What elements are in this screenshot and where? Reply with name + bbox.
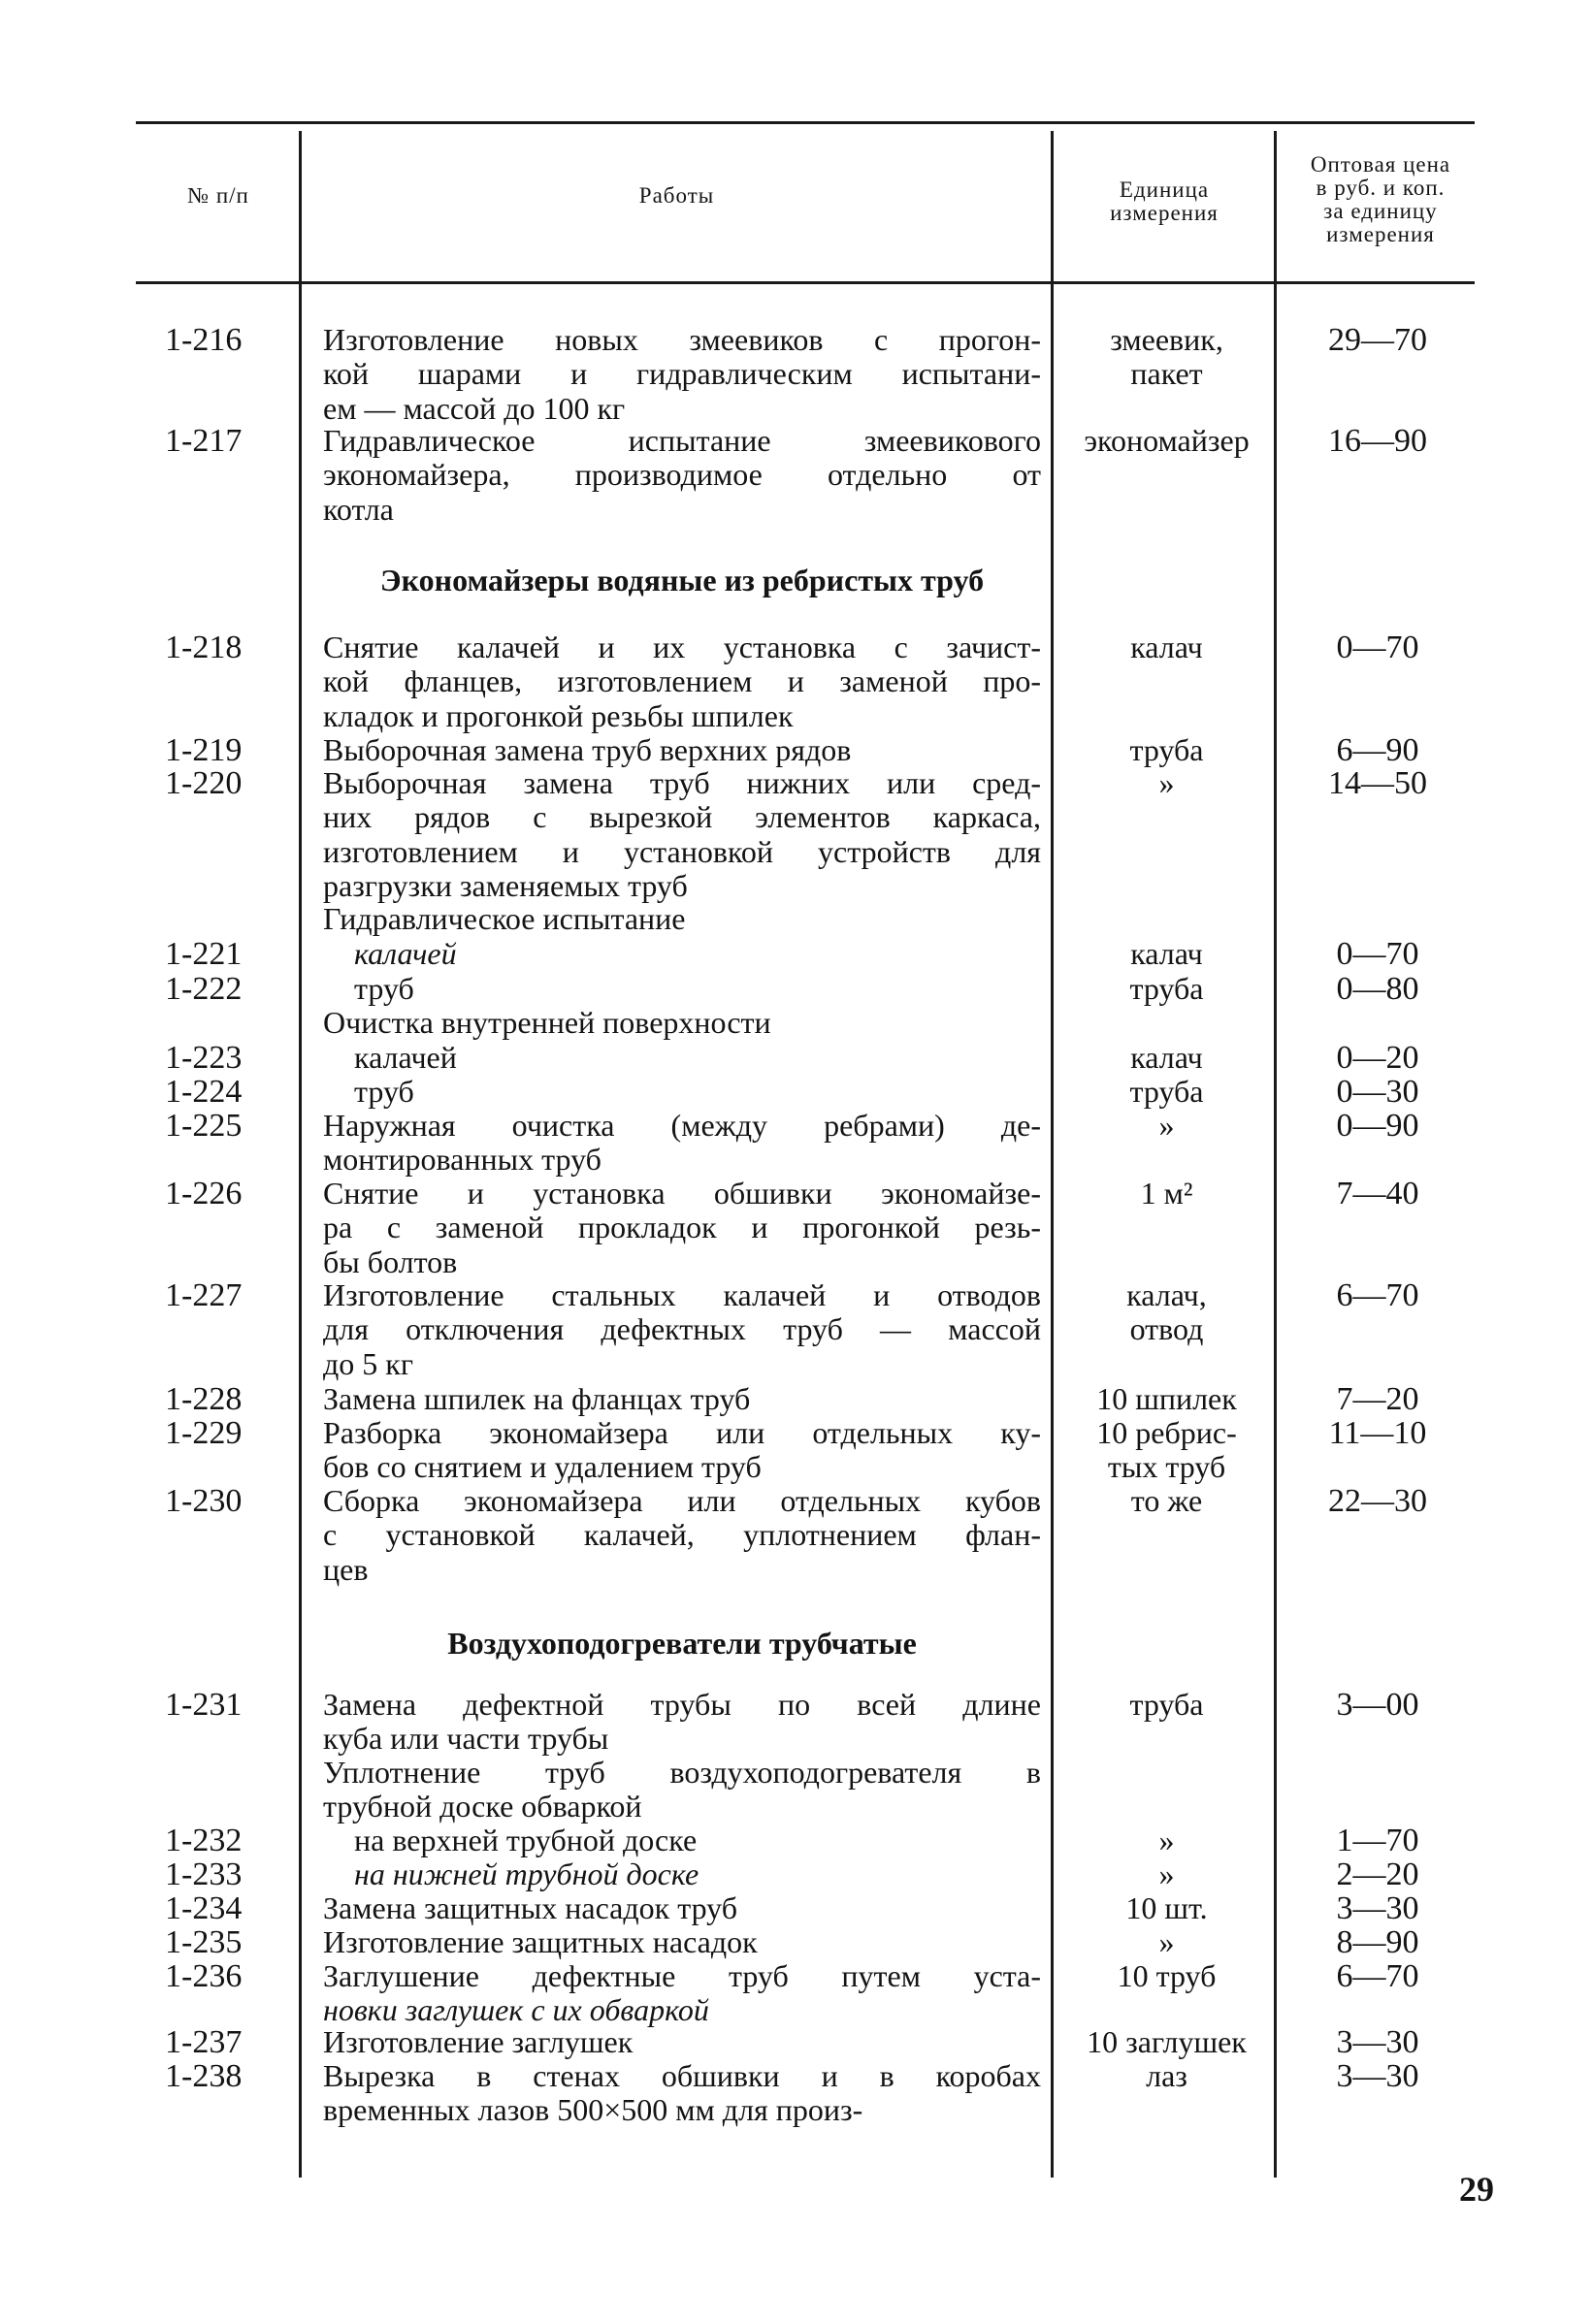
row-work-description xyxy=(323,630,1041,733)
row-work-description xyxy=(323,972,1041,1006)
work-line: труб xyxy=(354,1074,414,1109)
row-unit xyxy=(1057,1177,1276,1210)
unit-line: » xyxy=(1158,1924,1175,1959)
unit-line: » xyxy=(1158,1856,1175,1891)
row-price: 0—70 xyxy=(1336,629,1419,665)
row-unit xyxy=(1057,972,1276,1006)
work-line: временных лазов 500×500 мм для произ- xyxy=(323,2092,863,2128)
work-line: с установкой калачей, уплотнением флан- xyxy=(323,1517,1041,1553)
row-work-description xyxy=(323,1041,1041,1075)
row-price: 29—70 xyxy=(1328,322,1427,358)
work-line: Изготовление новых змеевиков с прогон- xyxy=(323,322,1041,357)
unit-line: лаз xyxy=(1146,2058,1187,2093)
work-line: Изготовление защитных насадок xyxy=(323,1924,758,1959)
row-work-description xyxy=(323,2025,1041,2059)
work-line: на нижней трубной доске xyxy=(354,1856,699,1891)
row-price: 7—20 xyxy=(1336,1381,1419,1417)
work-line: Заглушение дефектные труб путем уста- xyxy=(323,1958,1041,1993)
row-work-description xyxy=(323,1756,1041,1824)
row-work-description xyxy=(323,424,1041,527)
row-unit xyxy=(1057,1857,1276,1891)
work-line: труб xyxy=(354,971,414,1006)
row-number: 1-233 xyxy=(165,1856,243,1892)
row-work-description xyxy=(323,1857,1041,1891)
row-number: 1-235 xyxy=(165,1924,243,1960)
row-work-description xyxy=(323,1925,1041,1959)
row-price: 6—90 xyxy=(1336,732,1419,768)
row-number: 1-238 xyxy=(165,2058,243,2094)
work-line: Гидравлическое испытание змеевикового xyxy=(323,423,1041,458)
row-number: 1-231 xyxy=(165,1687,243,1723)
row-number: 1-226 xyxy=(165,1176,243,1211)
work-line: ра с заменой прокладок и прогонкой резь- xyxy=(323,1210,1041,1245)
work-line: Сборка экономайзера или отдельных кубов xyxy=(323,1483,1041,1518)
unit-line: 10 труб xyxy=(1117,1958,1217,1993)
work-line: Выборочная замена труб нижних или сред- xyxy=(323,765,1041,800)
work-line: Снятие калачей и их установка с зачист- xyxy=(323,629,1041,664)
row-number: 1-236 xyxy=(165,1958,243,1994)
unit-line: труба xyxy=(1129,1074,1204,1109)
row-work-description xyxy=(323,1075,1041,1109)
row-work-description xyxy=(323,766,1041,904)
row-work-description xyxy=(323,1688,1041,1757)
work-line: Выборочная замена труб верхних рядов xyxy=(323,732,852,767)
row-number: 1-216 xyxy=(165,322,243,358)
unit-line: 1 м² xyxy=(1140,1176,1193,1210)
unit-line: калач xyxy=(1130,1040,1203,1075)
row-price: 2—20 xyxy=(1336,1856,1419,1892)
unit-line: тых труб xyxy=(1107,1449,1226,1485)
work-line: Гидравлическое испытание xyxy=(323,901,686,936)
work-line: Уплотнение труб воздухоподогревателя в xyxy=(323,1755,1041,1790)
row-price: 6—70 xyxy=(1336,1958,1419,1994)
row-number: 1-223 xyxy=(165,1040,243,1076)
row-price: 8—90 xyxy=(1336,1924,1419,1960)
work-line: кой шарами и гидравлическим испытани- xyxy=(323,356,1041,392)
column-divider-1 xyxy=(299,131,302,2178)
unit-line: » xyxy=(1158,765,1175,800)
row-price: 0—20 xyxy=(1336,1040,1419,1076)
row-price: 16—90 xyxy=(1328,423,1427,459)
row-number: 1-218 xyxy=(165,629,243,665)
unit-line: труба xyxy=(1129,971,1204,1006)
work-line: кладок и прогонкой резьбы шпилек xyxy=(323,697,794,733)
work-line: Наружная очистка (между ребрами) де- xyxy=(323,1108,1041,1143)
work-line: котла xyxy=(323,491,394,527)
work-line: бы болтов xyxy=(323,1243,458,1279)
row-unit xyxy=(1057,424,1276,458)
row-number: 1-232 xyxy=(165,1823,243,1858)
work-line: Изготовление заглушек xyxy=(323,2024,634,2059)
row-work-description xyxy=(323,1109,1041,1178)
row-work-description xyxy=(323,323,1041,426)
unit-line: » xyxy=(1158,1108,1175,1143)
row-work-description xyxy=(323,1006,1041,1040)
row-number: 1-222 xyxy=(165,971,243,1007)
row-number: 1-220 xyxy=(165,765,243,801)
row-work-description xyxy=(323,1824,1041,1857)
row-number: 1-224 xyxy=(165,1074,243,1110)
row-price: 3—00 xyxy=(1336,1687,1419,1723)
work-line: экономайзера, производимое отдельно от xyxy=(323,457,1041,493)
row-price: 0—30 xyxy=(1336,1074,1419,1110)
unit-line: 10 шт. xyxy=(1125,1890,1208,1925)
header-unit: Единица измерения xyxy=(1110,178,1219,225)
row-price: 0—90 xyxy=(1336,1108,1419,1144)
table-top-rule xyxy=(136,121,1475,124)
row-unit xyxy=(1057,937,1276,971)
row-work-description xyxy=(323,902,1041,936)
row-price: 14—50 xyxy=(1328,765,1427,801)
work-line: Замена защитных насадок труб xyxy=(323,1890,737,1925)
row-price: 3—30 xyxy=(1336,1890,1419,1926)
work-line: изготовлением и установкой устройств для xyxy=(323,833,1041,869)
page-number: 29 xyxy=(1459,2170,1494,2209)
row-price: 3—30 xyxy=(1336,2024,1419,2060)
row-unit xyxy=(1057,1688,1276,1722)
row-price: 0—70 xyxy=(1336,936,1419,972)
row-work-description xyxy=(323,1278,1041,1381)
column-divider-2 xyxy=(1051,131,1054,2178)
row-work-description xyxy=(323,1416,1041,1485)
row-unit xyxy=(1057,1925,1276,1959)
row-price: 1—70 xyxy=(1336,1823,1419,1858)
row-unit xyxy=(1057,630,1276,664)
row-unit xyxy=(1057,2059,1276,2093)
row-unit xyxy=(1057,2025,1276,2059)
row-price: 0—80 xyxy=(1336,971,1419,1007)
row-unit xyxy=(1057,1075,1276,1109)
work-line: кой фланцев, изготовлением и заменой про- xyxy=(323,663,1041,699)
row-unit xyxy=(1057,1484,1276,1518)
work-line: цев xyxy=(323,1551,369,1587)
work-line: для отключения дефектных труб — массой xyxy=(323,1311,1041,1347)
row-unit xyxy=(1057,1109,1276,1143)
work-line: Снятие и установка обшивки экономайзе- xyxy=(323,1176,1041,1210)
work-line: разгрузки заменяемых труб xyxy=(323,868,688,904)
row-price: 6—70 xyxy=(1336,1277,1419,1313)
work-line: калачей xyxy=(354,936,457,971)
work-line: Очистка внутренней поверхности xyxy=(323,1005,771,1040)
unit-line: 10 шпилек xyxy=(1096,1381,1237,1416)
row-number: 1-234 xyxy=(165,1890,243,1926)
row-work-description xyxy=(323,1891,1041,1925)
row-number: 1-227 xyxy=(165,1277,243,1313)
row-price: 7—40 xyxy=(1336,1176,1419,1211)
work-line: Замена дефектной трубы по всей длине xyxy=(323,1687,1041,1722)
section-heading-air-heaters: Воздухоподогреватели трубчатые xyxy=(447,1626,917,1661)
row-work-description xyxy=(323,1959,1041,2028)
row-unit xyxy=(1057,1041,1276,1075)
unit-line: калач, xyxy=(1126,1277,1207,1312)
header-number: № п/п xyxy=(187,183,249,208)
work-line: калачей xyxy=(354,1040,457,1075)
row-unit xyxy=(1057,1382,1276,1416)
row-number: 1-228 xyxy=(165,1381,243,1417)
row-work-description xyxy=(323,733,1041,767)
unit-line: то же xyxy=(1130,1483,1203,1518)
unit-line: змеевик, xyxy=(1110,322,1223,357)
row-work-description xyxy=(323,2059,1041,2128)
row-price: 11—10 xyxy=(1328,1415,1427,1451)
row-work-description xyxy=(323,1382,1041,1416)
work-line: Вырезка в стенах обшивки и в коробах xyxy=(323,2058,1041,2093)
work-line: трубной доске обваркой xyxy=(323,1789,642,1824)
row-number: 1-217 xyxy=(165,423,243,459)
work-line: монтированных труб xyxy=(323,1142,601,1178)
row-unit xyxy=(1057,766,1276,800)
work-line: ем — массой до 100 кг xyxy=(323,390,626,426)
row-number: 1-221 xyxy=(165,936,243,972)
row-price: 3—30 xyxy=(1336,2058,1419,2094)
row-number: 1-219 xyxy=(165,732,243,768)
row-work-description xyxy=(323,1484,1041,1587)
unit-line: экономайзер xyxy=(1084,423,1250,458)
work-line: них рядов с вырезкой элементов каркаса, xyxy=(323,799,1041,835)
unit-line: пакет xyxy=(1130,356,1203,392)
unit-line: калач xyxy=(1130,629,1203,664)
row-work-description xyxy=(323,1177,1041,1279)
work-line: Замена шпилек на фланцах труб xyxy=(323,1381,751,1416)
work-line: Разборка экономайзера или отдельных ку- xyxy=(323,1415,1041,1450)
row-work-description xyxy=(323,937,1041,971)
row-unit xyxy=(1057,1278,1276,1347)
unit-line: » xyxy=(1158,1823,1175,1857)
row-unit xyxy=(1057,1959,1276,1993)
work-line: до 5 кг xyxy=(323,1345,413,1381)
row-unit xyxy=(1057,1891,1276,1925)
unit-line: труба xyxy=(1129,1687,1204,1722)
row-number: 1-230 xyxy=(165,1483,243,1519)
header-price: Оптовая цена в руб. и коп. за единицу измерения xyxy=(1310,152,1451,246)
header-works: Работы xyxy=(638,183,715,208)
work-line: новки заглушек с их обваркой xyxy=(323,1992,709,2028)
unit-line: 10 ребрис- xyxy=(1096,1415,1237,1450)
unit-line: калач xyxy=(1130,936,1203,971)
row-unit xyxy=(1057,733,1276,767)
section-heading-economizers: Экономайзеры водяные из ребристых труб xyxy=(379,563,985,597)
row-unit xyxy=(1057,1824,1276,1857)
row-price: 22—30 xyxy=(1328,1483,1427,1519)
unit-line: отвод xyxy=(1129,1311,1204,1347)
unit-line: труба xyxy=(1129,732,1204,767)
row-unit xyxy=(1057,323,1276,392)
row-number: 1-229 xyxy=(165,1415,243,1451)
row-number: 1-237 xyxy=(165,2024,243,2060)
row-unit xyxy=(1057,1416,1276,1485)
row-number: 1-225 xyxy=(165,1108,243,1144)
work-line: бов со снятием и удалением труб xyxy=(323,1449,762,1485)
unit-line: 10 заглушек xyxy=(1087,2024,1247,2059)
work-line: куба или части трубы xyxy=(323,1721,609,1757)
work-line: Изготовление стальных калачей и отводов xyxy=(323,1277,1041,1312)
work-line: на верхней трубной доске xyxy=(354,1823,698,1857)
